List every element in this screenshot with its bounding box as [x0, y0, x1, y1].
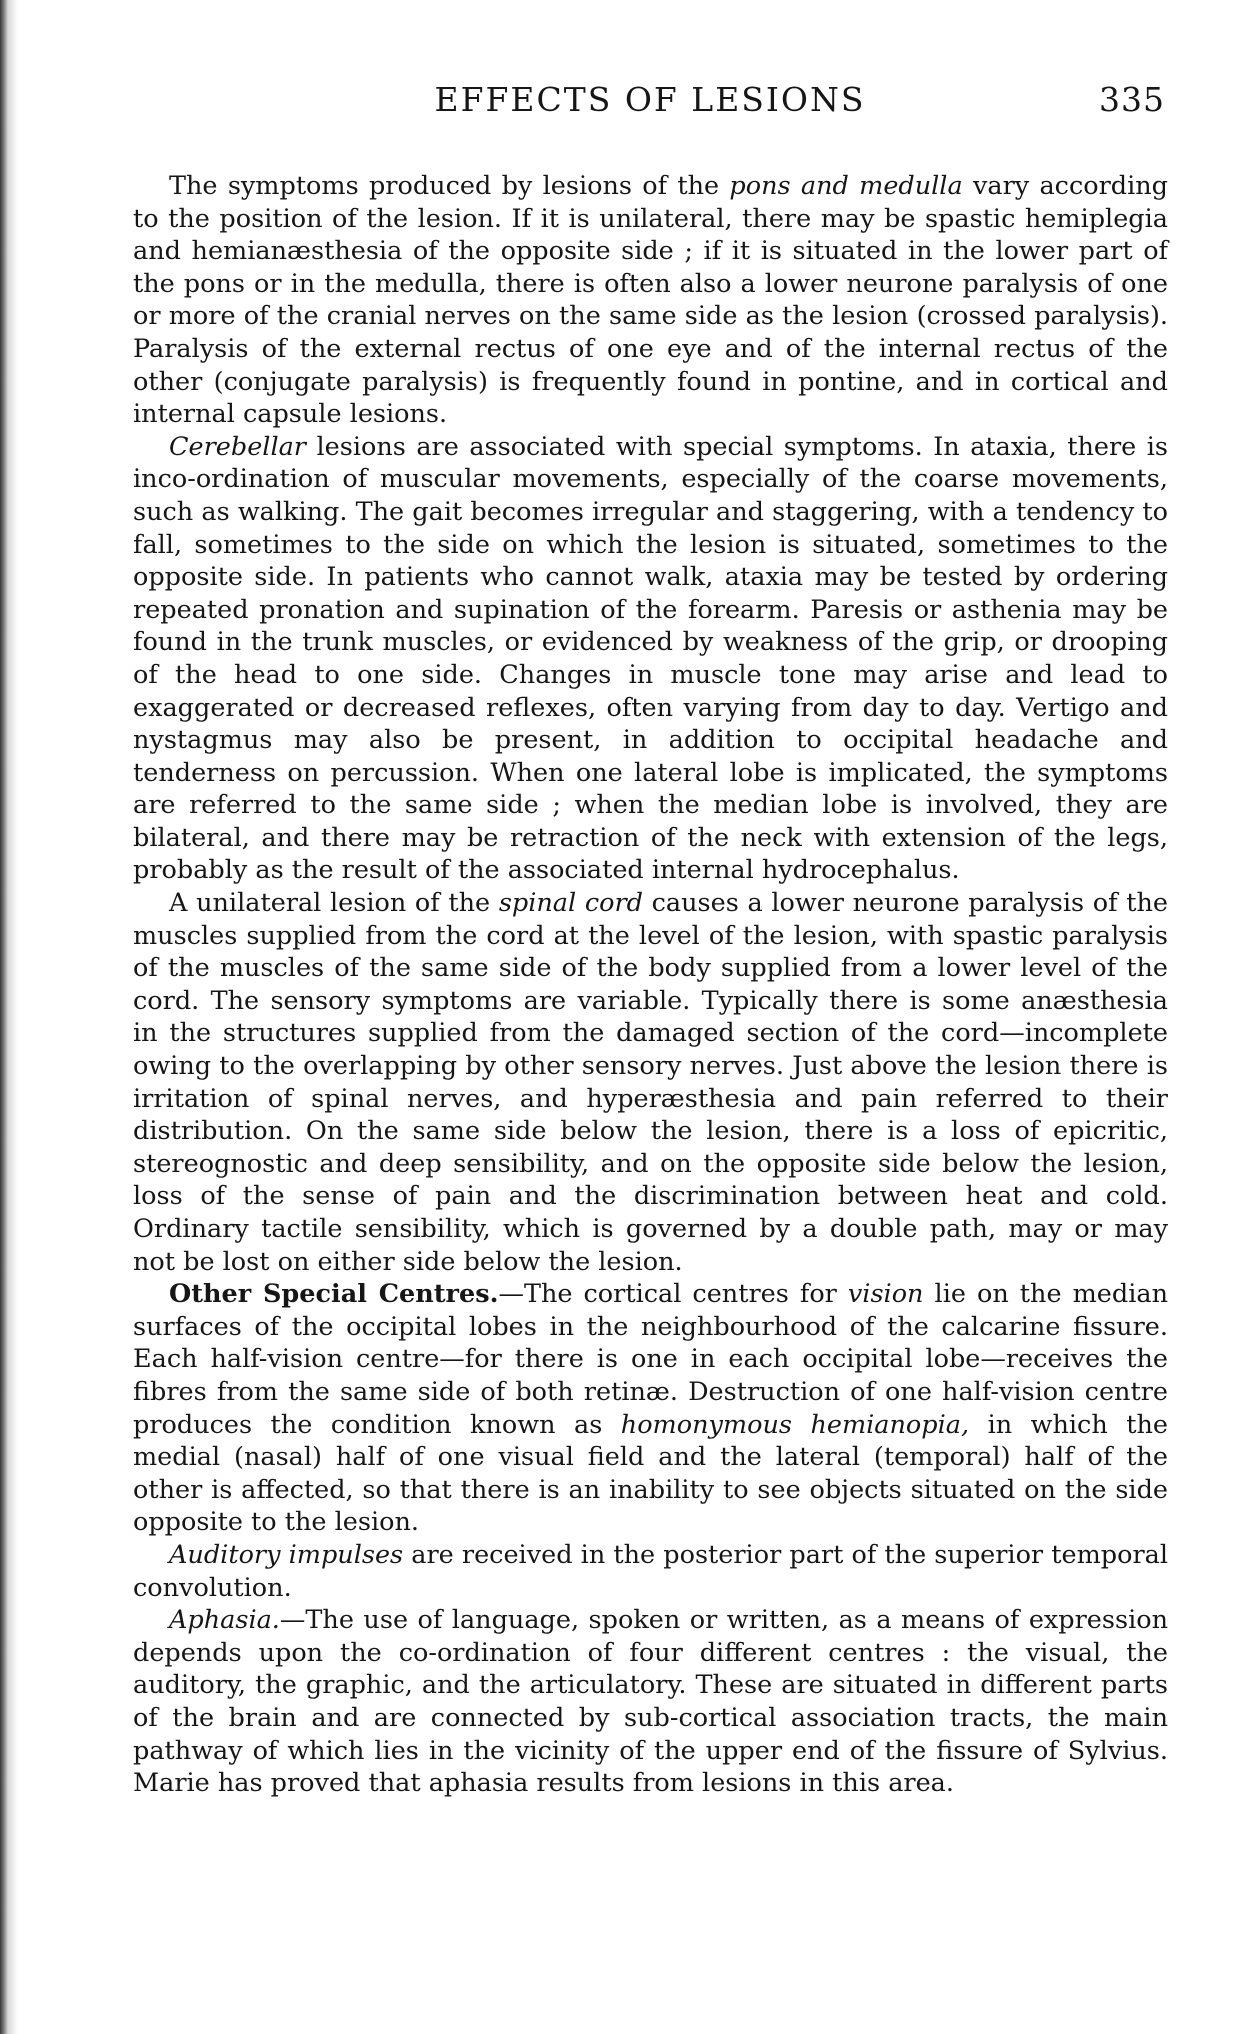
- scan-binding-edge: [0, 0, 18, 2034]
- italic-term: spinal cord: [498, 888, 643, 919]
- section-heading: Other Special Centres.: [169, 1279, 499, 1310]
- page-number: 335: [1099, 80, 1165, 119]
- paragraph-text: are received in the posterior part of the superior temporal convolution.: [133, 1539, 1168, 1603]
- paragraph-text: lesions are associated with special symptoms. In ataxia, there is inco-ordination of muscular movements, especially of the coarse movements, such as walking. The gait becomes irregular and staggering, with a tendency to fall, sometimes to the side on which the lesion is situated, sometimes to the opposite side. In patients who cannot walk, ataxia may be tested by ordering repeated pronation and supination of the forearm. Paresis or asthenia may be found in the trunk muscles, or evidenced by weakness of the grip, or drooping of the head to one side. Changes in muscle tone may arise and lead to exaggerated or decreased reflexes, often varying from day to day. Vertigo and nystagmus may also be present, in addition to occipital headache and tenderness on percussion. When one lateral lobe is implicated, the symptoms are referred to the same side ; when the median lobe is involved, they are bilateral, and there may be retraction of the neck with extension of the legs, probably as the result of the associated internal hydrocephalus.: [133, 431, 1168, 886]
- paragraph-text: —The cortical centres for: [498, 1279, 848, 1310]
- paragraph-auditory: [133, 1539, 1168, 1604]
- page-header: [135, 80, 1165, 130]
- paragraph-text: vary according to the position of the lesion. If it is unilateral, there may be spastic hemiplegia and hemianæsthesia of the opposite side ; if it is situated in the lower part of the pons or in the medulla, there is often also a lower neurone paralysis of one or more of the cranial nerves on the same side as the lesion (crossed paralysis). Paralysis of the external rectus of one eye and of the internal rectus of the other (conjugate paralysis) is frequently found in pontine, and in cortical and internal capsule lesions.: [133, 171, 1169, 430]
- paragraph-text: —The use of language, spoken or written, as a means of expression depends upon the co-ordination of four different centres : the visual, the auditory, the graphic, and the articulatory. These are situated in different parts of the brain and are connected by sub-cortical association tracts, the main pathway of which lies in the vicinity of the upper end of the fissure of Sylvius. Marie has proved that aphasia results from lesions in this area.: [133, 1605, 1168, 1799]
- paragraph-special-centres: [133, 1278, 1168, 1539]
- body-text: [133, 170, 1168, 1800]
- italic-term: Cerebellar: [169, 431, 307, 462]
- paragraph-text: in which the medial (nasal) half of one visual field and the lateral (temporal) half of the other is affected, so that there is an inability to see objects situated on the side opposite to the lesion.: [133, 1409, 1169, 1538]
- italic-term: pons and medulla: [729, 171, 963, 201]
- paragraph-text: The symptoms produced by lesions of the: [169, 171, 730, 201]
- paragraph-text: causes a lower neurone paralysis of the muscles supplied from the cord at the level of the lesion, with spastic paralysis of the muscles of the same side of the body supplied from a lower level of the cord. The sensory symptoms are variable. Typically there is some anæsthesia in the structures supplied from the damaged section of the cord—incomplete owing to the overlapping by other sensory nerves. Just above the lesion there is irritation of spinal nerves, and hyperæsthesia and pain referred to their distribution. On the same side below the lesion, there is a loss of epicritic, stereognostic and deep sensibility, and on the opposite side below the lesion, loss of the sense of pain and the discrimination between heat and cold. Ordinary tactile sensibility, which is governed by a double path, may or may not be lost on either side below the lesion.: [133, 888, 1168, 1277]
- paragraph-spinal-cord: [133, 887, 1168, 1278]
- paragraph-cerebellar: [133, 431, 1168, 887]
- italic-term: vision: [847, 1279, 924, 1310]
- paragraph-pons-medulla: [133, 170, 1168, 431]
- paragraph-aphasia: [133, 1604, 1168, 1800]
- paragraph-text: A unilateral lesion of the: [169, 888, 499, 919]
- paragraph-text: lie on the median surfaces of the occipital lobes in the neighbourhood of the calcarine fissure. Each half-vision centre—for there is one in each occipital lobe—receives the fibres from the same side of both retinæ. Destruction of one half-vision centre produces the condition known as: [133, 1279, 1168, 1440]
- running-title: EFFECTS OF LESIONS: [434, 80, 866, 119]
- italic-term: Auditory impulses: [169, 1539, 404, 1570]
- italic-term: homonymous hemianopia,: [620, 1409, 970, 1440]
- italic-term: Aphasia.: [169, 1605, 280, 1636]
